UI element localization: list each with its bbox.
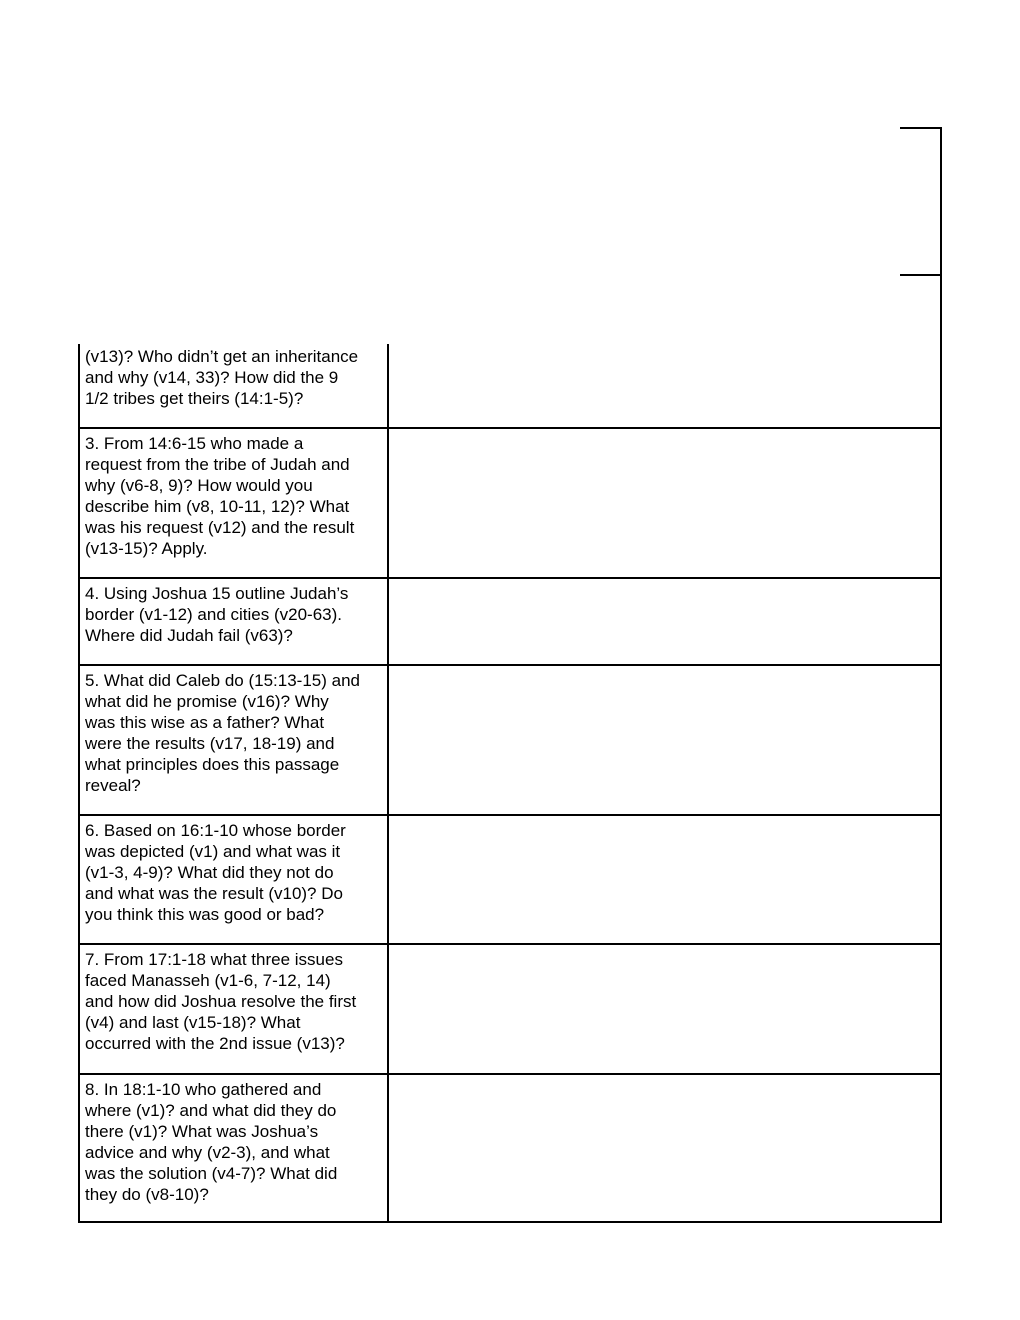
- question-row-3: [80, 427, 940, 577]
- answer-cell[interactable]: [389, 579, 940, 664]
- answer-cell[interactable]: [389, 816, 940, 943]
- answer-cell[interactable]: [389, 344, 940, 427]
- study-questions-table: [78, 344, 942, 1223]
- question-cell: 6. Based on 16:1-10 whose border was depicted (v1) and what was it (v1-3, 4-9)? What did they not do and what was the result (v10)? Do you think this was good or bad?: [80, 816, 389, 943]
- question-row-4: [80, 577, 940, 664]
- question-cell: 7. From 17:1-18 what three issues faced Manasseh (v1-6, 7-12, 14) and how did Joshua resolve the first (v4) and last (v15-18)? What occurred with the 2nd issue (v13)?: [80, 945, 389, 1073]
- question-row-5: [80, 664, 940, 814]
- answer-cell[interactable]: [389, 945, 940, 1073]
- top-answer-box-frame: [900, 127, 942, 276]
- question-row-7: [80, 943, 940, 1073]
- question-cell: 3. From 14:6-15 who made a request from the tribe of Judah and why (v6-8, 9)? How would you describe him (v8, 10-11, 12)? What was his request (v12) and the result (v13-15)? Apply.: [80, 429, 389, 577]
- answer-cell[interactable]: [389, 1075, 940, 1221]
- answer-cell[interactable]: [389, 666, 940, 814]
- table-right-rule: [940, 276, 942, 346]
- question-row-2: [80, 344, 940, 427]
- question-cell: 5. What did Caleb do (15:13-15) and what did he promise (v16)? Why was this wise as a father? What were the results (v17, 18-19) and what principles does this passage reveal?: [80, 666, 389, 814]
- question-cell: 8. In 18:1-10 who gathered and where (v1)? and what did they do there (v1)? What was Joshua’s advice and why (v2-3), and what was the solution (v4-7)? What did they do (v8-10)?: [80, 1075, 389, 1221]
- answer-cell[interactable]: [389, 429, 940, 577]
- question-row-8: [80, 1073, 940, 1221]
- question-cell: (v13)? Who didn’t get an inheritance and why (v14, 33)? How did the 9 1/2 tribes get theirs (14:1-5)?: [80, 344, 389, 427]
- question-cell: 4. Using Joshua 15 outline Judah’s border (v1-12) and cities (v20-63). Where did Judah fail (v63)?: [80, 579, 389, 664]
- question-row-6: [80, 814, 940, 943]
